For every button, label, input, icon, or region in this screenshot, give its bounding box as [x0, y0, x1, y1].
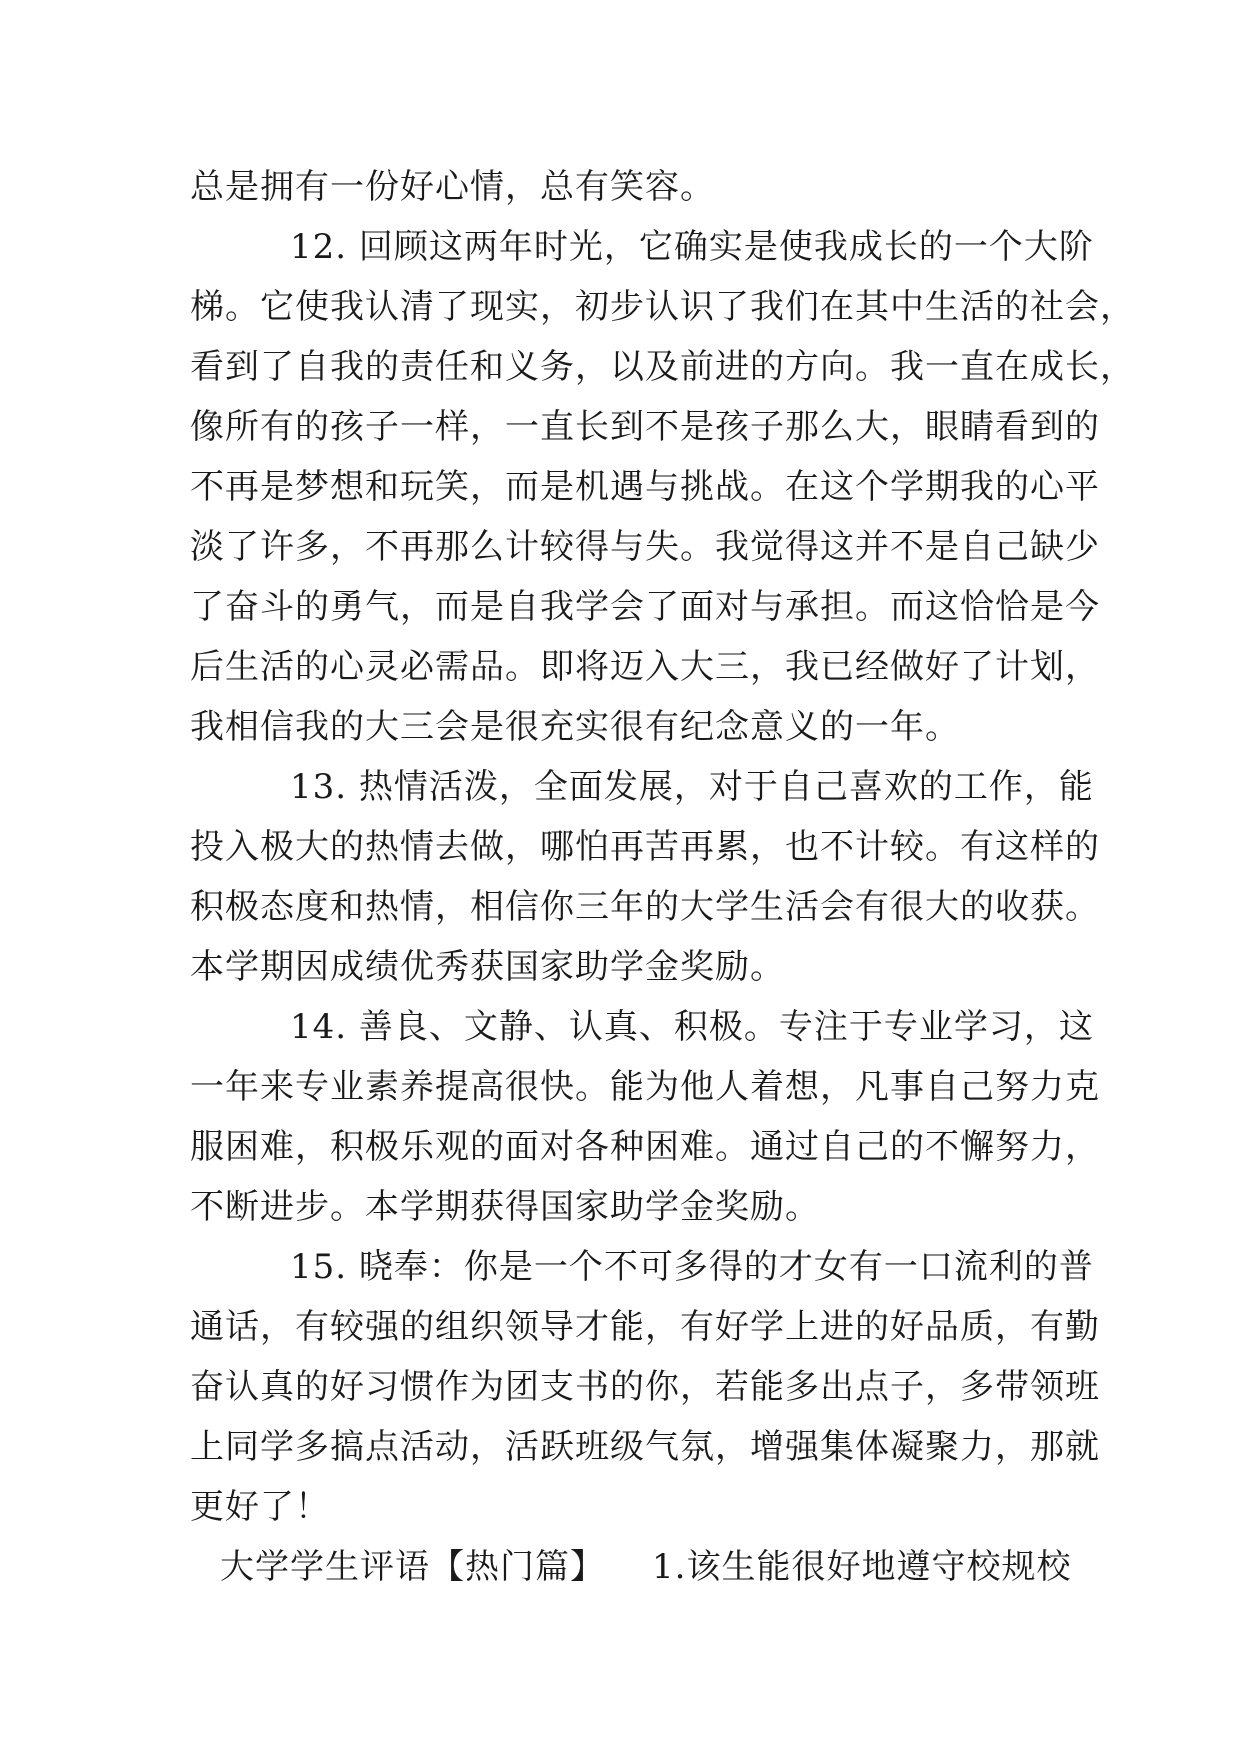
text-line: 通话，有较强的组织领导才能，有好学上进的好品质，有勤 — [190, 1307, 1100, 1347]
paragraph-12-start: 12. 回顾这两年时光，它确实是使我成长的一个大阶 — [290, 227, 1094, 267]
text-line: 不断进步。本学期获得国家助学金奖励。 — [190, 1187, 820, 1227]
text-line: 了奋斗的勇气，而是自我学会了面对与承担。而这恰恰是今 — [190, 587, 1100, 627]
text-line: 投入极大的热情去做，哪怕再苦再累，也不计较。有这样的 — [190, 827, 1100, 867]
text-line: 一年来专业素养提高很快。能为他人着想，凡事自己努力克 — [190, 1067, 1100, 1107]
text-line: 看到了自我的责任和义务，以及前进的方向。我一直在成长， — [190, 347, 1135, 387]
paragraph-13-start: 13. 热情活泼，全面发展，对于自己喜欢的工作，能 — [290, 767, 1094, 807]
text-line: 上同学多搞点活动，活跃班级气氛，增强集体凝聚力，那就 — [190, 1427, 1100, 1467]
section-title: 大学学生评语【热门篇】 — [220, 1547, 605, 1587]
text-line: 像所有的孩子一样，一直长到不是孩子那么大，眼睛看到的 — [190, 407, 1100, 447]
text-line: 不再是梦想和玩笑，而是机遇与挑战。在这个学期我的心平 — [190, 467, 1100, 507]
text-line: 本学期因成绩优秀获国家助学金奖励。 — [190, 947, 785, 987]
text-line: 梯。它使我认清了现实，初步认识了我们在其中生活的社会， — [190, 287, 1135, 327]
paragraph-15-start: 15. 晓奉：你是一个不可多得的才女有一口流利的普 — [290, 1247, 1094, 1287]
text-line: 淡了许多，不再那么计较得与失。我觉得这并不是自己缺少 — [190, 527, 1100, 567]
text-line: 积极态度和热情，相信你三年的大学生活会有很大的收获。 — [190, 887, 1100, 927]
text-line: 总是拥有一份好心情，总有笑容。 — [190, 167, 715, 207]
section-first-item: 1.该生能很好地遵守校规校 — [652, 1547, 1072, 1587]
text-line: 服困难，积极乐观的面对各种困难。通过自己的不懈努力， — [190, 1127, 1100, 1167]
text-line: 奋认真的好习惯作为团支书的你，若能多出点子，多带领班 — [190, 1367, 1100, 1407]
text-line: 更好了！ — [190, 1487, 330, 1527]
text-line: 后生活的心灵必需品。即将迈入大三，我已经做好了计划， — [190, 647, 1100, 687]
text-line: 我相信我的大三会是很充实很有纪念意义的一年。 — [190, 707, 960, 747]
section-heading-row — [190, 1537, 1072, 1597]
paragraph-14-start: 14. 善良、文静、认真、积极。专注于专业学习，这 — [290, 1007, 1094, 1047]
